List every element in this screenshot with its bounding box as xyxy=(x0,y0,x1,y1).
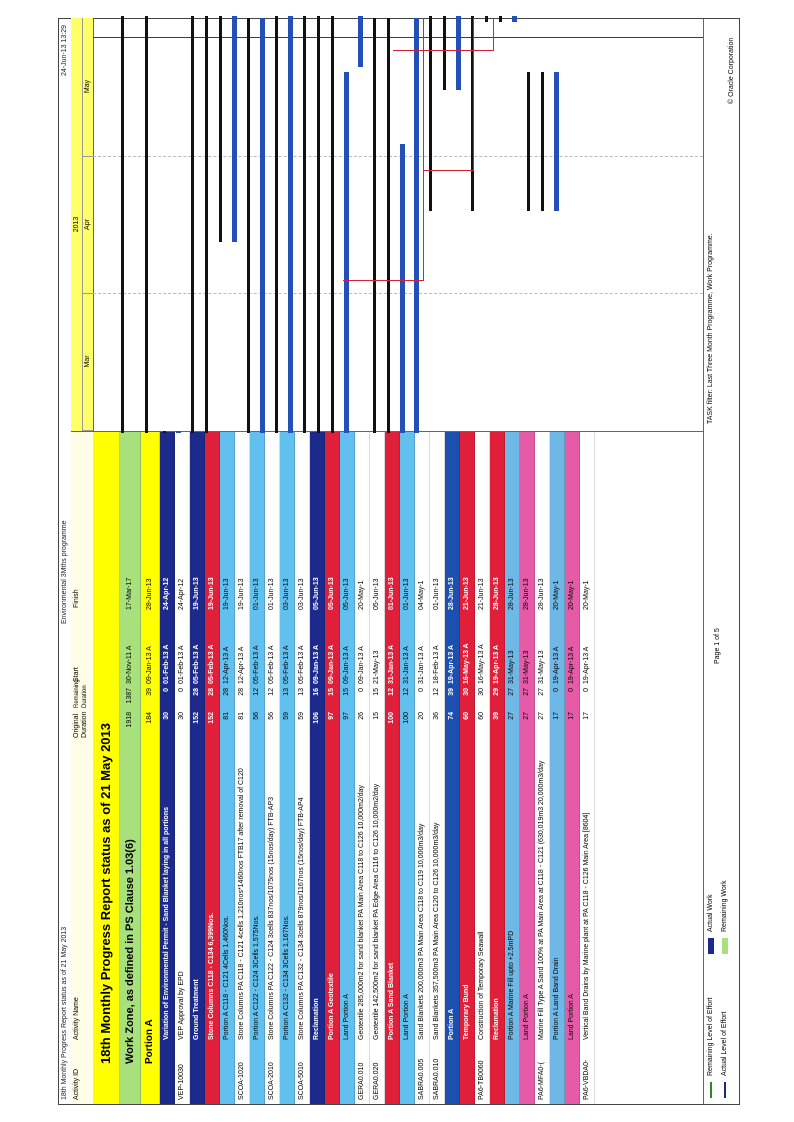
original-duration: 17 xyxy=(553,712,560,720)
work-zone-finish: 17-Mar-17 xyxy=(126,577,133,610)
original-duration: 30 xyxy=(178,712,185,720)
remaining-duration: 13 xyxy=(298,688,305,696)
start-date: 05-Feb-13 A xyxy=(253,645,260,684)
finish-date: 01-Jun-13 xyxy=(253,578,260,610)
original-duration: 30 xyxy=(163,712,170,720)
gantt-bar xyxy=(527,72,530,211)
activity-id: SABRA0.005 xyxy=(418,1058,425,1100)
original-duration: 15 xyxy=(373,712,380,720)
finish-date: 04-May-1 xyxy=(418,580,425,610)
gantt-timeline xyxy=(93,18,703,432)
activity-name: Portion A xyxy=(448,1008,455,1040)
activity-name: Ground Treatment xyxy=(193,979,200,1040)
remaining-duration: 0 xyxy=(553,688,560,692)
table-row[interactable] xyxy=(535,432,550,1104)
table-row[interactable] xyxy=(430,432,445,1104)
start-date: 09-Jan-13 A xyxy=(146,646,153,684)
company-name: © Oracle Corporation xyxy=(728,37,735,104)
relationship-line xyxy=(393,50,493,51)
start-date: 19-Apr-13 A xyxy=(583,646,590,684)
activity-name: Stone Columns C118 - C134 6,399Nos. xyxy=(208,912,215,1040)
start-date: 09-Jan-13 A xyxy=(313,644,320,684)
finish-date: 28-Jun-13 xyxy=(523,578,530,610)
remaining-duration: 13 xyxy=(283,688,290,696)
gantt-bar xyxy=(400,144,405,433)
legend-swatch-remaining-loe xyxy=(710,1082,712,1098)
start-date: 19-Apr-13 A xyxy=(568,646,575,684)
finish-date: 28-Jun-13 xyxy=(538,578,545,610)
gantt-bar xyxy=(373,18,376,433)
original-duration: 27 xyxy=(508,712,515,720)
finish-date: 19-Jun-13 xyxy=(208,577,215,610)
remaining-duration: 39 xyxy=(146,688,153,696)
table-row[interactable] xyxy=(580,432,595,1104)
finish-date: 05-Jun-13 xyxy=(373,578,380,610)
month-mar: Mar xyxy=(82,293,93,431)
remaining-duration: 0 xyxy=(358,688,365,692)
start-date: 05-Feb-13 A xyxy=(193,644,200,684)
activity-id: SCOA-5010 xyxy=(298,1062,305,1100)
original-duration: 39 xyxy=(493,712,500,720)
page-number: Page 1 of 5 xyxy=(714,628,721,664)
activity-name: Vertical Band Drains by Marine plant at PA C118 - C126 Main Area [8604] xyxy=(583,812,590,1040)
activity-id: SABRA0.010 xyxy=(433,1058,440,1100)
work-zone-rem: 1387 xyxy=(126,688,133,704)
activity-rows xyxy=(141,432,595,1104)
start-date: 09-Jan-13 A xyxy=(343,646,350,684)
gantt-bar xyxy=(541,72,544,211)
original-duration: 152 xyxy=(208,712,215,724)
activity-id: VEP-10030 xyxy=(178,1064,185,1100)
remaining-duration: 0 xyxy=(583,688,590,692)
remaining-duration: 0 xyxy=(163,688,170,692)
table-row[interactable] xyxy=(355,432,370,1104)
original-duration: 27 xyxy=(538,712,545,720)
start-date: 09-Jan-13 A xyxy=(358,646,365,684)
table-row[interactable] xyxy=(220,432,235,1104)
gantt-bar xyxy=(219,16,222,242)
col-finish: Finish xyxy=(73,589,80,608)
gantt-bar xyxy=(414,18,419,433)
start-date: 16-May-13 A xyxy=(478,644,485,684)
remaining-duration: 15 xyxy=(373,688,380,696)
report-sheet xyxy=(58,18,740,1105)
col-remaining-duration: Remaining Duration xyxy=(74,679,88,708)
start-date: 31-Jan-13 A xyxy=(418,646,425,684)
legend-remaining-work: Remaining Work xyxy=(721,880,728,932)
table-row[interactable] xyxy=(141,432,160,1104)
original-duration: 36 xyxy=(433,712,440,720)
finish-date: 28-Jun-13 xyxy=(146,578,153,610)
relationship-line xyxy=(423,18,424,281)
activity-name: Sand Blankets 200,000m3 PA Main Area C118 to C119 10,000m3/day xyxy=(418,823,425,1040)
work-zone-bar xyxy=(121,16,124,433)
finish-date: 01-Jun-13 xyxy=(268,578,275,610)
activity-name: Marine Fill Type A Sand 100% at PA Main Area at C118 - C121 (630,019m3 20,000m3/day xyxy=(538,760,545,1040)
original-duration: 100 xyxy=(388,712,395,724)
gantt-bar xyxy=(205,16,208,433)
start-date: 01-Feb-13 A xyxy=(163,644,170,684)
task-filter: TASK filter: Last Three Month Programme, Work Programme. xyxy=(707,233,714,424)
activity-name: Reclamation xyxy=(493,998,500,1040)
relationship-line xyxy=(423,170,473,171)
activity-table xyxy=(93,432,595,1104)
table-row[interactable] xyxy=(475,432,490,1104)
work-zone-start: 30-Nov-11 A xyxy=(126,645,133,684)
activity-name: Portion A Sand Blanket xyxy=(388,962,395,1040)
activity-id: SCOA-1020 xyxy=(238,1062,245,1100)
gantt-bar xyxy=(275,16,278,433)
timeline-header xyxy=(71,18,93,432)
activity-name: Construction of Temporary Seawall xyxy=(478,931,485,1040)
activity-id: PA6-TB0060 xyxy=(478,1060,485,1100)
table-row[interactable] xyxy=(325,432,340,1104)
remaining-duration: 12 xyxy=(268,688,275,696)
remaining-duration: 0 xyxy=(178,688,185,692)
table-row[interactable] xyxy=(490,432,505,1104)
table-row[interactable] xyxy=(175,432,190,1104)
original-duration: 17 xyxy=(568,712,575,720)
finish-date: 03-Jun-13 xyxy=(283,578,290,610)
relationship-line xyxy=(473,18,474,171)
table-row[interactable] xyxy=(520,432,535,1104)
remaining-duration: 0 xyxy=(418,688,425,692)
col-start: Start xyxy=(73,667,80,682)
relationship-line xyxy=(493,18,494,51)
legend-actual-work: Actual Work xyxy=(707,894,714,932)
finish-date: 01-Jun-13 xyxy=(433,578,440,610)
activity-name: Land Portion A xyxy=(523,994,530,1040)
gantt-bar xyxy=(387,18,390,433)
table-row[interactable] xyxy=(280,432,295,1104)
remaining-duration: 12 xyxy=(403,688,410,696)
finish-date: 24-Apr-12 xyxy=(178,578,185,610)
gantt-bar xyxy=(331,16,334,433)
remaining-duration: 30 xyxy=(463,688,470,696)
gantt-bar xyxy=(163,431,166,433)
table-row[interactable] xyxy=(160,432,175,1104)
month-may: May xyxy=(82,17,93,157)
finish-date: 20-May-1 xyxy=(553,580,560,610)
gantt-bar xyxy=(288,16,293,433)
original-duration: 56 xyxy=(268,712,275,720)
activity-name: Portion A C122 - C124 3Cells 1,575Nos. xyxy=(253,915,260,1040)
original-duration: 97 xyxy=(328,712,335,720)
table-row[interactable] xyxy=(205,432,220,1104)
start-date: 19-Apr-13 A xyxy=(493,644,500,684)
start-date: 31-Jan-13 A xyxy=(388,644,395,684)
gantt-bar xyxy=(260,18,265,433)
activity-name: Land Portion A xyxy=(403,994,410,1040)
gantt-bar xyxy=(429,16,432,211)
work-zone-row[interactable] xyxy=(120,432,141,1104)
finish-date: 20-May-1 xyxy=(583,580,590,610)
original-duration: 184 xyxy=(146,712,153,724)
month-apr: Apr xyxy=(82,156,93,294)
gantt-bar xyxy=(344,72,349,433)
activity-name: Temporary Bund xyxy=(463,984,470,1040)
start-date: 12-Apr-13 A xyxy=(238,646,245,684)
remaining-duration: 15 xyxy=(343,688,350,696)
remaining-duration: 39 xyxy=(448,688,455,696)
col-original-duration: Original Duration xyxy=(73,711,88,738)
original-duration: 100 xyxy=(403,712,410,724)
col-activity-name: Activity Name xyxy=(73,997,80,1040)
original-duration: 74 xyxy=(448,712,455,720)
start-date: 16-May-13 A xyxy=(463,643,470,684)
gantt-bar xyxy=(176,431,181,433)
original-duration: 26 xyxy=(358,712,365,720)
finish-date: 05-Jun-13 xyxy=(328,577,335,610)
rotated-gantt-page xyxy=(59,19,739,1104)
table-row[interactable] xyxy=(505,432,520,1104)
original-duration: 59 xyxy=(283,712,290,720)
legend-swatch-remaining-work xyxy=(722,938,728,954)
original-duration: 27 xyxy=(523,712,530,720)
report-title: 18th Monthly Progress Report status as of 21 May 2013 xyxy=(98,723,113,1064)
legend-swatch-actual-work xyxy=(708,938,714,954)
data-date-line xyxy=(93,37,703,38)
remaining-duration: 0 xyxy=(568,688,575,692)
activity-name: Variation of Environmental Permit - Sand Blanket laying in all portions xyxy=(163,807,170,1040)
start-date: 31-May-13 xyxy=(538,650,545,684)
activity-name: Portion A Marine Fill upto +2.5mPD xyxy=(508,930,515,1040)
finish-date: 21-Jun-13 xyxy=(478,578,485,610)
gantt-bar xyxy=(499,16,502,22)
remaining-duration: 15 xyxy=(328,688,335,696)
remaining-duration: 28 xyxy=(208,688,215,696)
table-row[interactable] xyxy=(340,432,355,1104)
table-row[interactable] xyxy=(460,432,475,1104)
work-zone-name: Work Zone, as defined in PS Clause 1.03(6) xyxy=(124,839,136,1064)
activity-id: SCOA-2010 xyxy=(268,1062,275,1100)
original-duration: 20 xyxy=(418,712,425,720)
gantt-bar xyxy=(485,16,488,22)
table-row[interactable] xyxy=(265,432,280,1104)
gantt-bar xyxy=(145,16,148,433)
header-right: 24-Jun-13 13:29 xyxy=(61,25,68,76)
remaining-duration: 30 xyxy=(478,688,485,696)
finish-date: 28-Jun-13 xyxy=(508,578,515,610)
start-date: 05-Feb-13 A xyxy=(298,645,305,684)
gantt-bar xyxy=(232,16,237,242)
gantt-bar xyxy=(512,16,517,22)
finish-date: 05-Jun-13 xyxy=(313,577,320,610)
activity-name: Portion A Land Band Drain xyxy=(553,957,560,1040)
table-row[interactable] xyxy=(400,432,415,1104)
table-row[interactable] xyxy=(370,432,385,1104)
activity-name: Land Portion A xyxy=(343,994,350,1040)
activity-name: Stone Columns PA C122 - C124 3cells 837nos/1075nos (15nos/day) FTB-AP3 xyxy=(268,796,275,1040)
table-row[interactable] xyxy=(385,432,400,1104)
remaining-duration: 29 xyxy=(493,688,500,696)
activity-name: Stone Columns PA C118 - C121 4cells 1,210nos*1460nos FTB17 after removal of C120 xyxy=(238,768,245,1040)
gantt-bar xyxy=(247,18,250,433)
table-row[interactable] xyxy=(190,432,205,1104)
activity-name: Stone Columns PA C132 - C134 3cells 879nos/1167nos (15nos/day) FTB-AP4 xyxy=(298,797,305,1040)
finish-date: 19-Jun-13 xyxy=(193,577,200,610)
start-date: 05-Feb-13 A xyxy=(268,645,275,684)
original-duration: 81 xyxy=(223,712,230,720)
remaining-duration: 16 xyxy=(313,688,320,696)
activity-id: PA6-VBDA0- xyxy=(583,1059,590,1100)
finish-date: 19-Jun-13 xyxy=(238,578,245,610)
remaining-duration: 28 xyxy=(238,688,245,696)
report-title-row xyxy=(93,432,120,1104)
start-date: 19-Apr-13 A xyxy=(448,644,455,684)
activity-id: GERA0.010 xyxy=(358,1062,365,1100)
table-row[interactable] xyxy=(295,432,310,1104)
original-duration: 60 xyxy=(463,712,470,720)
gantt-bar xyxy=(303,16,306,433)
start-date: 05-Feb-13 A xyxy=(208,644,215,684)
header-center: Environmental 3Mths programme xyxy=(61,520,68,624)
legend-actual-loe: Actual Level of Effort xyxy=(721,1011,728,1076)
remaining-duration: 27 xyxy=(508,688,515,696)
col-activity-id: Activity ID xyxy=(73,1068,80,1100)
activity-name: Reclamation xyxy=(313,998,320,1040)
finish-date: 01-Jun-13 xyxy=(388,577,395,610)
gantt-bar xyxy=(191,16,194,433)
start-date: 18-Feb-13 A xyxy=(433,645,440,684)
activity-name: Portion A xyxy=(144,1019,155,1064)
timeline-year: 2013 xyxy=(71,18,83,431)
finish-date: 24-Apr-12 xyxy=(163,577,170,610)
grid-line-may xyxy=(93,156,703,157)
gantt-bar xyxy=(317,16,320,433)
gantt-bar xyxy=(554,72,559,211)
activity-name: Geotextile 285,000m2 for sand blanket PA Main Area C118 to C126 10,000m2/day xyxy=(358,784,365,1040)
original-duration: 81 xyxy=(238,712,245,720)
start-date: 01-Feb-13 A xyxy=(178,645,185,684)
work-zone-orig: 1918 xyxy=(126,712,133,728)
grid-line-apr xyxy=(93,293,703,294)
relationship-line xyxy=(343,280,423,281)
finish-date: 03-Jun-13 xyxy=(298,578,305,610)
start-date: 31-Jan-13 A xyxy=(403,646,410,684)
original-duration: 97 xyxy=(343,712,350,720)
start-date: 31-May-13 xyxy=(508,650,515,684)
finish-date: 28-Jun-13 xyxy=(493,577,500,610)
start-date: 31-May-13 xyxy=(523,650,530,684)
page-footer xyxy=(703,19,740,1104)
start-date: 21-May-13 xyxy=(373,650,380,684)
remaining-duration: 28 xyxy=(193,688,200,696)
activity-name: Sand Blankets 357,500m3 PA Main Area C120 to C126 10,000m3/day xyxy=(433,822,440,1040)
remaining-duration: 27 xyxy=(538,688,545,696)
original-duration: 106 xyxy=(313,712,320,724)
gantt-bar xyxy=(358,16,363,67)
table-row[interactable] xyxy=(550,432,565,1104)
original-duration: 152 xyxy=(193,712,200,724)
remaining-duration: 12 xyxy=(388,688,395,696)
finish-date: 20-May-1 xyxy=(568,580,575,610)
finish-date: 21-Jun-13 xyxy=(463,577,470,610)
activity-id: PA6-MFA0-( xyxy=(538,1062,545,1100)
remaining-duration: 28 xyxy=(223,688,230,696)
activity-name: VEP Approval by EPD xyxy=(178,971,185,1040)
table-row[interactable] xyxy=(235,432,250,1104)
start-date: 05-Feb-13 A xyxy=(283,645,290,684)
finish-date: 05-Jun-13 xyxy=(343,578,350,610)
legend-swatch-actual-loe xyxy=(724,1082,726,1098)
finish-date: 28-Jun-13 xyxy=(448,577,455,610)
original-duration: 60 xyxy=(478,712,485,720)
finish-date: 01-Jun-13 xyxy=(403,578,410,610)
activity-id: GERA0.020 xyxy=(373,1062,380,1100)
original-duration: 17 xyxy=(583,712,590,720)
start-date: 12-Apr-13 A xyxy=(223,646,230,684)
activity-name: Land Portion A xyxy=(568,994,575,1040)
remaining-duration: 12 xyxy=(253,688,260,696)
table-row[interactable] xyxy=(445,432,460,1104)
table-row[interactable] xyxy=(250,432,265,1104)
finish-date: 19-Jun-13 xyxy=(223,578,230,610)
original-duration: 56 xyxy=(253,712,260,720)
finish-date: 20-May-1 xyxy=(358,580,365,610)
activity-name: Geotextile 142,500m2 for sand blanket PA Edge Area C116 to C126 10,000m2/day xyxy=(373,783,380,1040)
remaining-duration: 27 xyxy=(523,688,530,696)
start-date: 09-Jan-13 A xyxy=(328,644,335,684)
table-row[interactable] xyxy=(415,432,430,1104)
header-left: 18th Monthly Progress Report status as of 21 May 2013 xyxy=(61,926,68,1100)
original-duration: 59 xyxy=(298,712,305,720)
activity-name: Portion A C132 - C134 3Cells 1,167Nos. xyxy=(283,915,290,1040)
gantt-bar xyxy=(456,16,461,90)
table-row[interactable] xyxy=(310,432,325,1104)
table-row[interactable] xyxy=(565,432,580,1104)
gantt-bar xyxy=(443,16,446,90)
activity-name: Portion A Geotextile xyxy=(328,973,335,1040)
legend-remaining-loe: Remaining Level of Effort xyxy=(707,997,714,1076)
activity-name: Portion A C118 - C121 4Cells 1,460Nos. xyxy=(223,915,230,1040)
remaining-duration: 12 xyxy=(433,688,440,696)
start-date: 19-Apr-13 A xyxy=(553,646,560,684)
